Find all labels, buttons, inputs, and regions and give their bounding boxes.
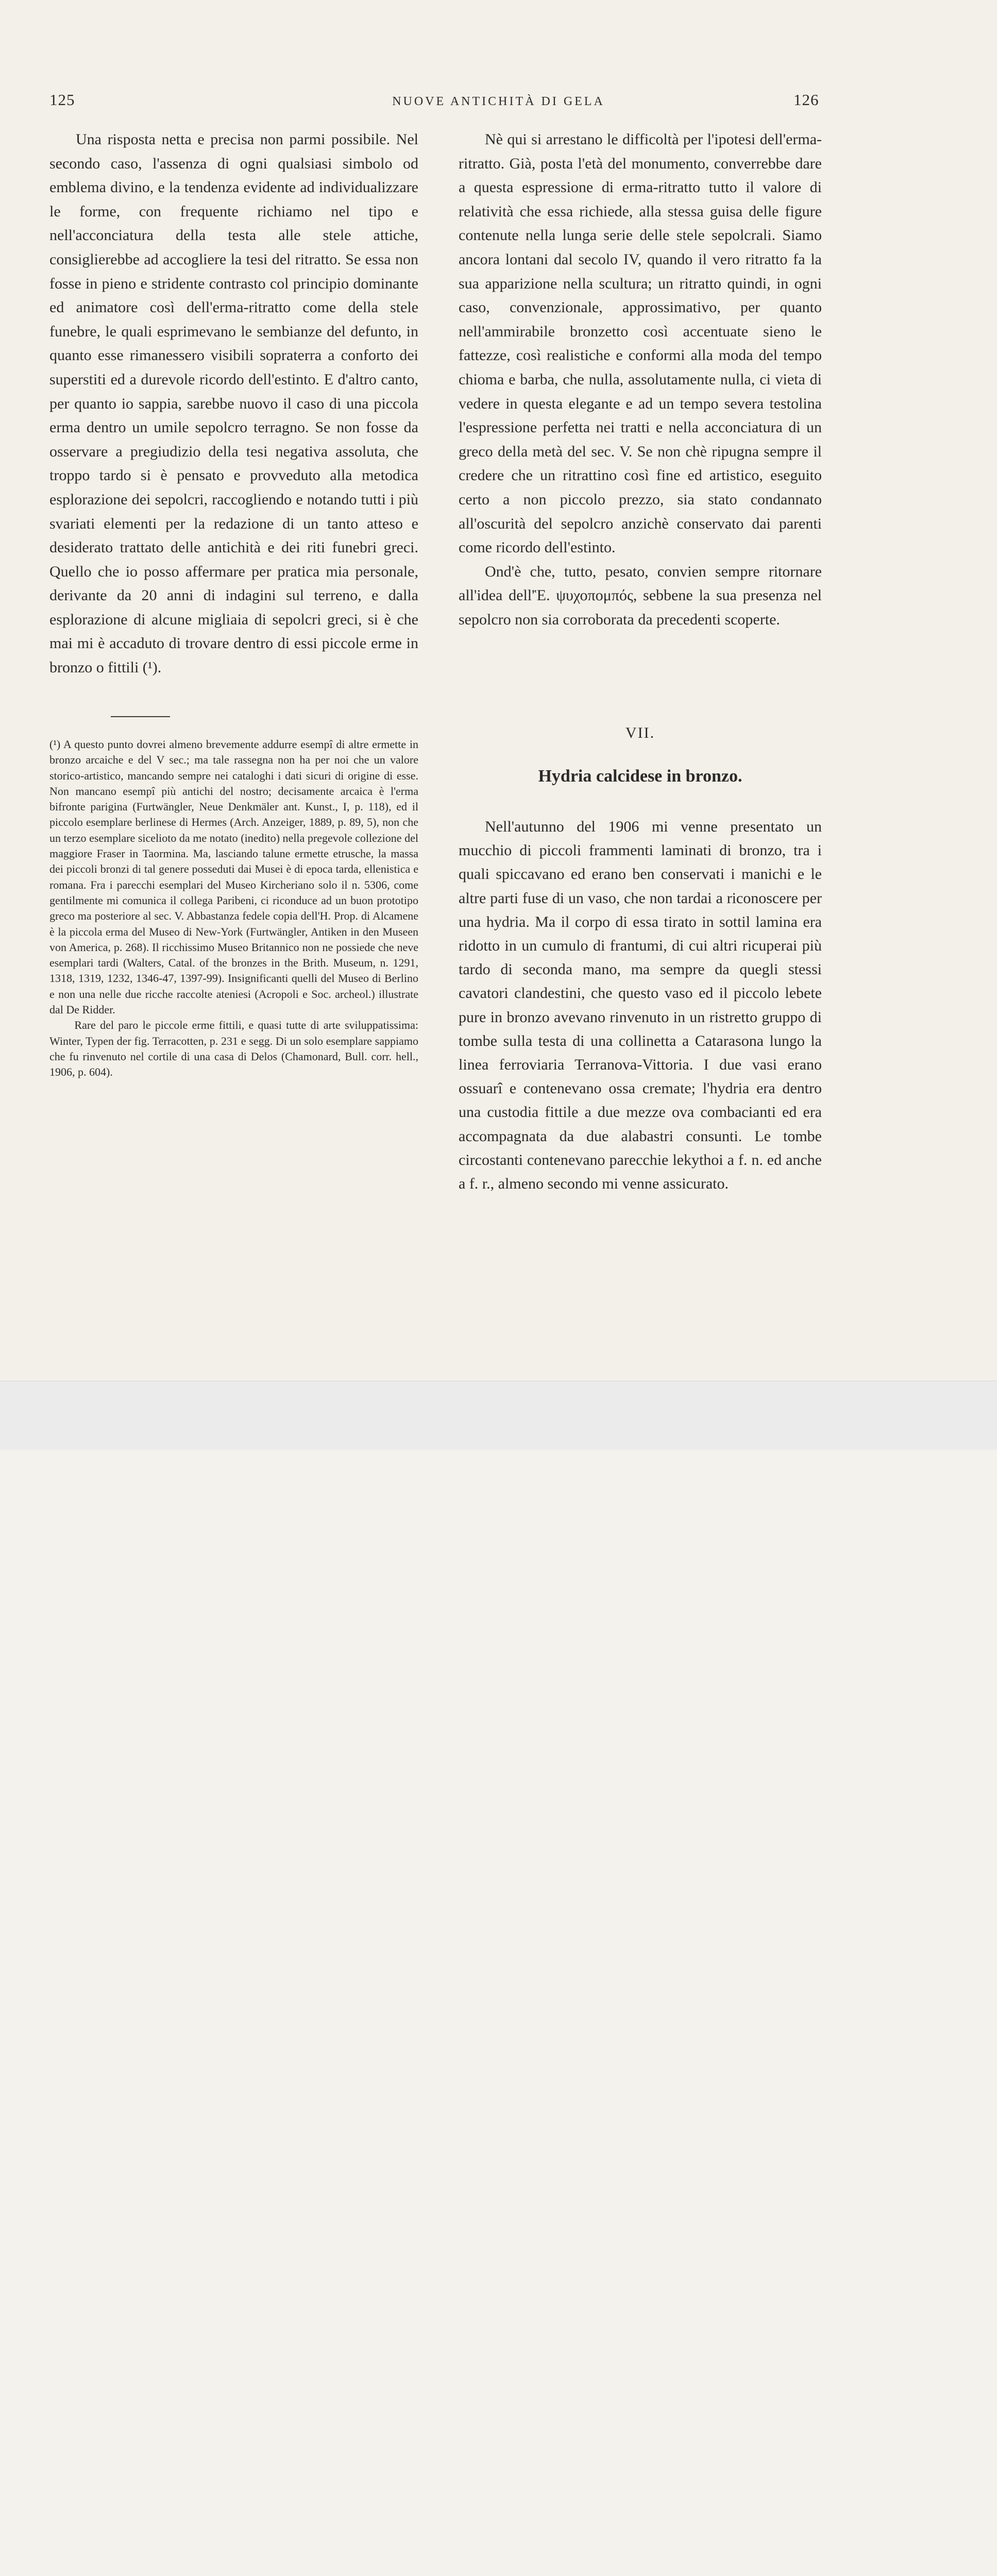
right-paragraph-3: Nell'autunno del 1906 mi venne presentato un mucchio di piccoli frammenti laminati di bronzo, tra i quali spiccavano ed erano ben conservati i manichi e le altre parti fuse di un vaso, che non tardai a riconoscere per una hydria. Ma il corpo di essa tirato in sottil lamina era ridotto in un cumulo di frantumi, di cui altri ricuperai più tardo di seconda mano, ma sempre da quegli stessi cavatori clandestini, che questo vaso ed il piccolo lebete pure in bronzo avevano rinvenuto in un ristretto gruppo di tombe sulla testa di una collinetta a Catarasona lungo la linea ferroviaria Terranova-Vittoria. I due vasi erano ossuarî e contenevano ossa cremate; l'hydria era dentro una custodia fittile a due mezze ova combacianti ed era accompagnata da due alabastri consunti. Le tombe circostanti contenevano parecchie lekythoi a f. n. ed anche a f. r., almeno secondo mi venne assicurato. [459, 818, 822, 1193]
right-paragraph-1: Nè qui si arrestano le difficoltà per l'ipotesi dell'erma-ritratto. Già, posta l'età del monumento, converrebbe dare a questa espressione di erma-ritratto tutto il valore di relatività che essa richiede, alla stessa guisa delle figure contenute nella lunga serie delle stele sepolcrali. Siamo ancora lontani dal secolo IV, quando il vero ritratto fa la sua apparizione nella scultura; un ritratto quindi, in ogni caso, convenzionale, approssimativo, per quanto nell'ammirabile bronzetto così accentuate sieno le fattezze, così realistiche e conformi alla moda del tempo chioma e barba, che nulla, assolutamente nulla, ci vieta di vedere in questa elegante e ad un tempo severa testolina l'espressione perfetta nei tratti e nella acconciatura di un greco della metà del sec. V. Se non chè ripugna sempre il credere che un ritrattino così fine ed artistico, eseguito certo a non piccolo prezzo, sia stato condannato all'oscurità del sepolcro anzichè conservato dai parenti come ricordo dell'estinto. [459, 131, 822, 556]
section-number: VII. [625, 724, 655, 741]
running-title: NUOVE ANTICHITÀ DI GELA [392, 95, 605, 108]
left-paragraph: Una risposta netta e precisa non parmi possibile. Nel secondo caso, l'assenza di ogni qualsiasi simbolo od emblema divino, e la tendenza evidente ad individualizzare le forme, con frequente richiamo nel tipo e nell'acconciatura della testa alle stele attiche, consiglierebbe ad accogliere la tesi del ritratto. Se essa non fosse in pieno e stridente contrasto col principio dominante ed animatore così dell'erma-ritratto come della stele funebre, le quali esprimevano le sembianze del defunto, in quanto esse rimanessero visibili sopraterra a conforto dei superstiti ed a durevole ricordo dell'estinto. E d'altro canto, per quanto io sappia, sarebbe nuovo il caso di una piccola erma dentro un umile sepolcro terragno. Se non fosse da osservare a pregiudizio della tesi negativa assoluta, che troppo tardo si è pensato e provveduto alla metodica esplorazione dei sepolcri, raccogliendo e notando tutti i più svariati elementi per la redazione di un tanto atteso e desiderato trattato delle antichità e dei riti funebri greci. Quello che io posso affermare per pratica mia personale, derivante da 20 anni di indagini sul terreno, e dalla esplorazione di alcune migliaia di sepolcri greci, si è che mai mi è accaduto di trovare dentro di essi piccole erme in bronzo o fittili (¹). [49, 131, 418, 676]
right-paragraph-2: Ond'è che, tutto, pesato, convien sempre ritornare all'idea dell'Ἑ. ψυχοπομπός, sebbene la sua presenza nel sepolcro non sia corroborata da precedenti scoperte. [459, 563, 822, 628]
footnote-1: (¹) A questo punto dovrei almeno brevemente addurre esempî di altre ermette in bronzo arcaiche e del V sec.; ma tale rassegna non ha per noi che un valore storico-artistico, mancando sempre nei cataloghi i dati sicuri di origine di esse. Non mancano esempî più antichi del nostro; decisamente arcaica è l'erma bifronte parigina (Furtwängler, Neue Denkmäler ant. Kunst., I, p. 118), ed il piccolo esemplare berlinese di Hermes (Arch. Anzeiger, 1889, p. 89, 5), non che un terzo esemplare sicelioto da me notato (inedito) nella pregevole collezione del maggiore Fraser in Taormina. Ma, lasciando talune ermette etrusche, la massa dei piccoli bronzi di tal genere posseduti dai Musei è di epoca tarda, ellenistica e romana. Fra i parecchi esemplari del Museo Kircheriano solo il n. 5306, come gentilmente mi comunica il collega Paribeni, ci riconduce ad un buon prototipo greco ma posteriore al sec. V. Abbastanza fedele copia dell'H. Prop. di Alcamene è la piccola erma del Museo di New-York (Furtwängler, Antiken in den Museen von America, p. 268). Il ricchissimo Museo Britannico non ne possiede che neve esemplari tardi (Walters, Catal. of the bronzes in the Brith. Museum, n. 1291, 1318, 1319, 1232, 1346-47, 1397-99). Insignificanti quelli del Museo di Berlino e non una nelle due ricche raccolte ateniesi (Acropoli e Soc. archeol.) illustrate dal De Ridder. [49, 738, 418, 1016]
footnote-1-continued: Rare del paro le piccole erme fittili, e quasi tutte di arte sviluppatissima: Winter, Typen der fig. Terracotten, p. 231 e segg. Di un solo esemplare sappiamo che fu rinvenuto nel cortile di una casa di Delos (Chamonard, Bull. corr. hell., 1906, p. 604). [49, 1019, 418, 1079]
footer-bar [0, 1381, 997, 1450]
left-column [49, 128, 418, 680]
section-title: Hydria calcidese in bronzo. [538, 767, 742, 786]
page-number-left: 125 [49, 91, 75, 109]
page-number-right: 126 [793, 91, 819, 109]
right-column-section [459, 815, 822, 1196]
footnote-separator [111, 716, 170, 717]
right-column [459, 128, 822, 632]
footnotes [49, 737, 418, 1080]
